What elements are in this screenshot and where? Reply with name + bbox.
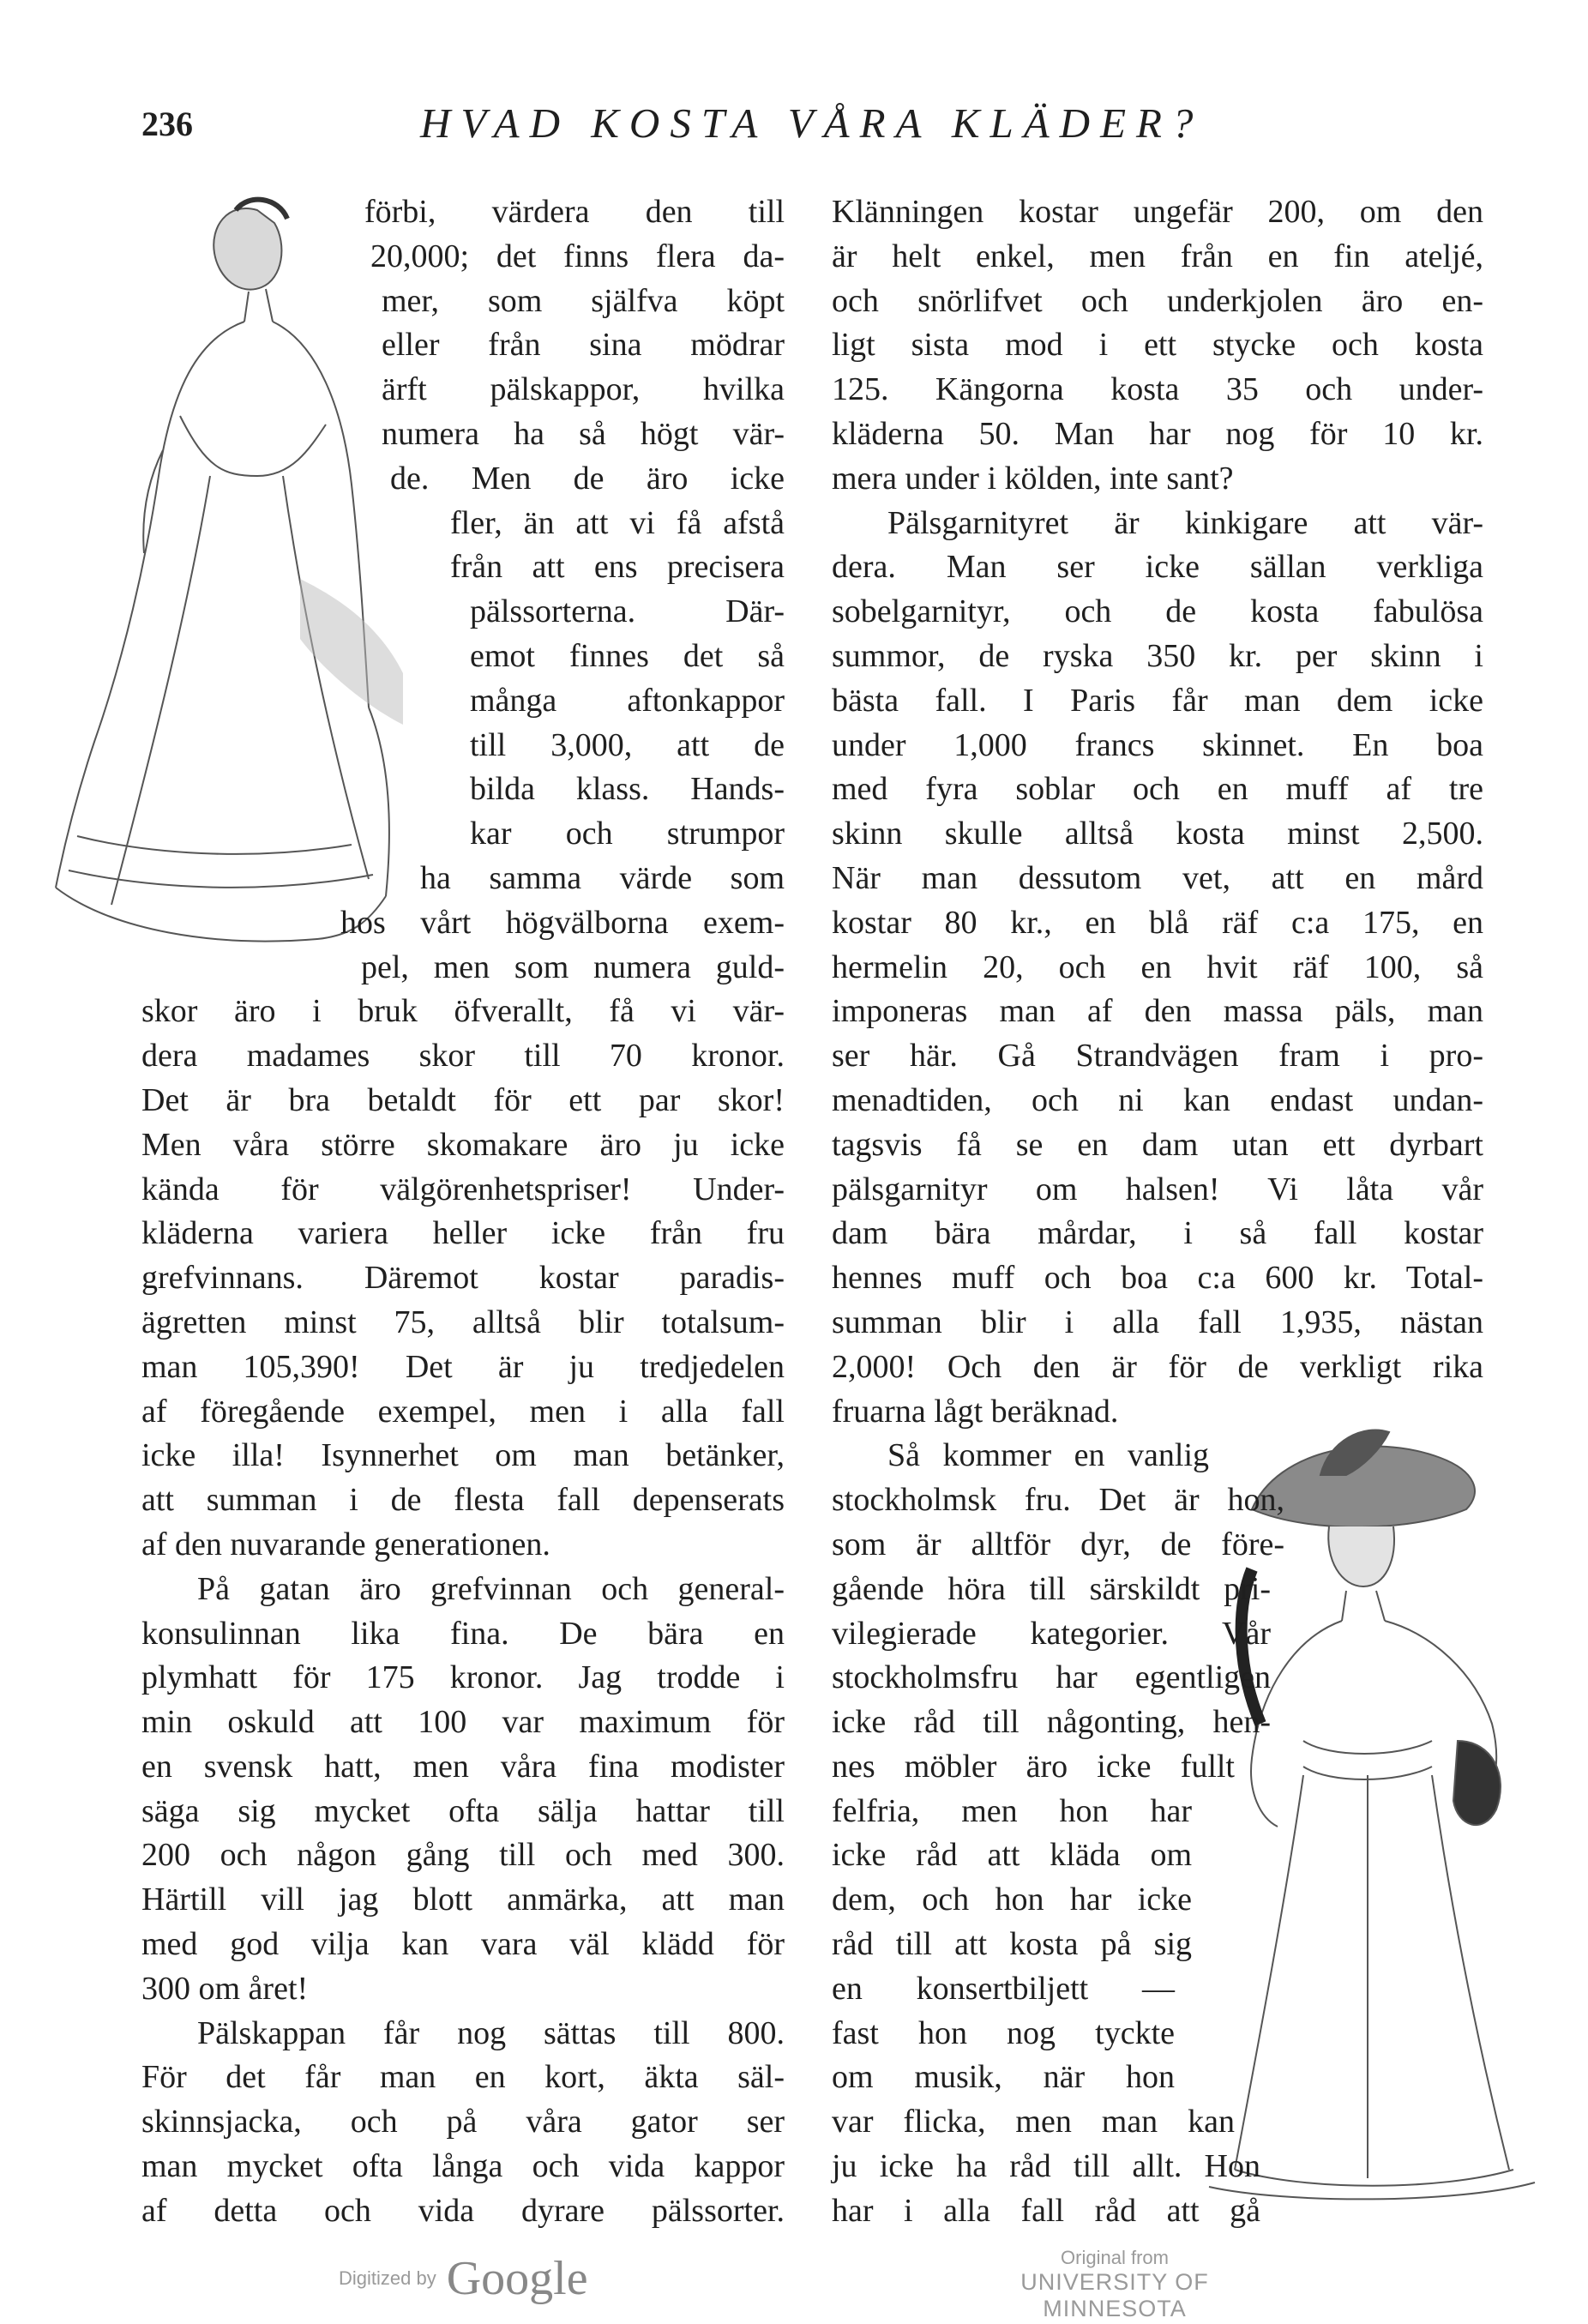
text-line: bilda klass. Hands- [470,771,785,808]
text-line: en svensk hatt, men våra fina modister [141,1748,785,1785]
text-line: ligt sista mod i ett stycke och kosta [832,327,1483,364]
text-line: en konsertbiljett — [832,1970,1175,2007]
text-line: När man dessutom vet, att en mård [832,859,1483,896]
text-line: Härtill vill jag blott anmärka, att man [141,1881,785,1918]
text-line: mer, som själfva köpt [382,282,785,319]
page-header [141,99,1479,159]
text-line: vilegierade kategorier. Vår [832,1615,1271,1652]
text-line: kända för välgörenhetspriser! Under- [141,1171,785,1207]
text-line: med fyra soblar och en muff af tre [832,771,1483,808]
text-line: har i alla fall råd att gå [832,2192,1260,2229]
text-line: felfria, men hon har [832,1792,1192,1829]
text-line: kostar 80 kr., en blå räf c:a 175, en [832,904,1483,941]
text-line: skor äro i bruk öfverallt, få vi vär- [141,993,785,1030]
text-line: råd till att kosta på sig [832,1926,1192,1963]
text-line: Så kommer en vanlig [887,1437,1209,1474]
text-line: ärft pälskappor, hvilka [382,371,785,408]
text-line: Pälsgarnityret är kinkigare att vär- [887,504,1483,541]
text-line: med god vilja kan vara väl klädd för [141,1926,785,1963]
text-line: ha samma värde som [420,859,785,896]
text-line: tagsvis få se en dam utan ett dyrbart [832,1126,1483,1163]
text-line: Men våra större skomakare äro ju icke [141,1126,785,1163]
text-line: fast hon nog tyckte [832,2014,1175,2051]
university-name: UNIVERSITY OF MINNESOTA [1020,2269,1209,2321]
running-title: HVAD KOSTA VÅRA KLÄDER? [420,99,1204,147]
text-line: man 105,390! Det är ju tredjedelen [141,1348,785,1385]
text-line: ägretten minst 75, alltså blir totalsum- [141,1303,785,1340]
text-line: icke råd till någonting, hen- [832,1704,1271,1741]
text-line: till 3,000, att de [470,726,785,763]
text-line: och snörlifvet och underkjolen äro en- [832,282,1483,319]
text-line: mera under i kölden, inte sant? [832,460,1234,497]
text-line: 125. Kängorna kosta 35 och under- [832,371,1483,408]
text-line: sobelgarnityr, och de kosta fabulösa [832,593,1483,630]
text-line: pel, men som numera guld- [361,948,785,985]
text-line: Det är bra betaldt för ett par skor! [141,1081,785,1118]
text-line: man mycket ofta långa och vida kappor [141,2148,785,2185]
text-line: fler, än att vi få afstå [450,504,785,541]
text-line: som är alltför dyr, de före- [832,1526,1284,1562]
text-line: dem, och hon har icke [832,1881,1192,1918]
text-line: pälsgarnityr om halsen! Vi låta vår [832,1171,1483,1207]
text-line: konsulinnan lika fina. De bära en [141,1615,785,1652]
text-line: dera madames skor till 70 kronor. [141,1038,785,1075]
text-line: icke illa! Isynnerhet om man betänker, [141,1437,785,1474]
text-line: skinn skulle alltså kosta minst 2,500. [832,816,1483,852]
text-line: bästa fall. I Paris får man dem icke [832,682,1483,719]
text-line: 300 om året! [141,1970,309,2007]
text-line: menadtiden, och ni kan endast undan- [832,1081,1483,1118]
text-line: ju icke ha råd till allt. Hon [832,2148,1260,2185]
text-line: förbi, värdera den till [364,194,785,230]
text-line: På gatan äro grefvinnan och general- [197,1570,785,1607]
text-line: gående höra till särskildt pri- [832,1570,1271,1607]
text-line: många aftonkappor [470,682,785,719]
text-line: hennes muff och boa c:a 600 kr. Total- [832,1260,1483,1297]
text-line: skinnsjacka, och på våra gator ser [141,2104,785,2140]
text-line: 200 och någon gång till och med 300. [141,1837,785,1874]
text-line: nes möbler äro icke fullt [832,1748,1235,1785]
text-line: summan blir i alla fall 1,935, nästan [832,1303,1483,1340]
text-line: säga sig mycket ofta sälja hattar till [141,1792,785,1829]
text-line: Pälskappan får nog sättas till 800. [197,2014,785,2051]
text-line: plymhatt för 175 kronor. Jag trodde i [141,1659,785,1696]
text-line: kläderna variera heller icke från fru [141,1215,785,1252]
text-line: stockholmsk fru. Det är hon, [832,1482,1284,1519]
original-from-label: Original from [1061,2247,1169,2268]
page-number: 236 [141,105,193,143]
text-line: under 1,000 francs skinnet. En boa [832,726,1483,763]
text-line: imponeras man af den massa päls, man [832,993,1483,1030]
text-line: af den nuvarande generationen. [141,1526,550,1562]
text-line: icke råd att kläda om [832,1837,1192,1874]
text-line: 2,000! Och den är för de verkligt rika [832,1348,1483,1385]
text-line: emot finnes det så [470,637,785,674]
text-line: pälssorterna. Där- [470,593,785,630]
text-line: hermelin 20, och en hvit räf 100, så [832,948,1483,985]
text-line: eller från sina mödrar [382,327,785,364]
text-line: Klänningen kostar ungefär 200, om den [832,194,1483,230]
text-line: dam bära mårdar, i så fall kostar [832,1215,1483,1252]
text-line: dera. Man ser icke sällan verkliga [832,549,1483,586]
original-from-watermark [960,2247,1269,2322]
text-line: stockholmsfru har egentligen [832,1659,1271,1696]
text-line: min oskuld att 100 var maximum för [141,1704,785,1741]
text-line: af detta och vida dyrare pälssorter. [141,2192,785,2229]
text-line: de. Men de äro icke [390,460,785,497]
right-text-column [832,190,1483,2234]
text-line: är helt enkel, men från en fin atelјé, [832,238,1483,274]
text-line: var flicka, men man kan [832,2104,1235,2140]
digitized-by-label: Digitized by [339,2267,436,2289]
text-line: af föregående exempel, men i alla fall [141,1393,785,1430]
text-line: hos vårt högvälborna exem- [340,904,785,941]
text-line: ser här. Gå Strandvägen fram i pro- [832,1038,1483,1075]
text-line: att summan i de flesta fall depenserats [141,1482,785,1519]
text-line: kar och strumpor [470,816,785,852]
text-line: summor, de ryska 350 kr. per skinn i [832,637,1483,674]
text-line: från att ens precisera [450,549,785,586]
digitized-by-watermark [339,2251,588,2306]
text-line: om musik, när hon [832,2059,1175,2096]
text-line: kläderna 50. Man har nog för 10 kr. [832,415,1483,452]
left-text-column [141,190,785,2234]
text-line: numera ha så högt vär- [382,415,785,452]
google-logo: Google [446,2252,588,2305]
text-line: fruarna lågt beräknad. [832,1393,1119,1430]
text-line: grefvinnans. Däremot kostar paradis- [141,1260,785,1297]
text-line: 20,000; det finns flera da- [370,238,785,274]
text-line: För det får man en kort, äkta säl- [141,2059,785,2096]
